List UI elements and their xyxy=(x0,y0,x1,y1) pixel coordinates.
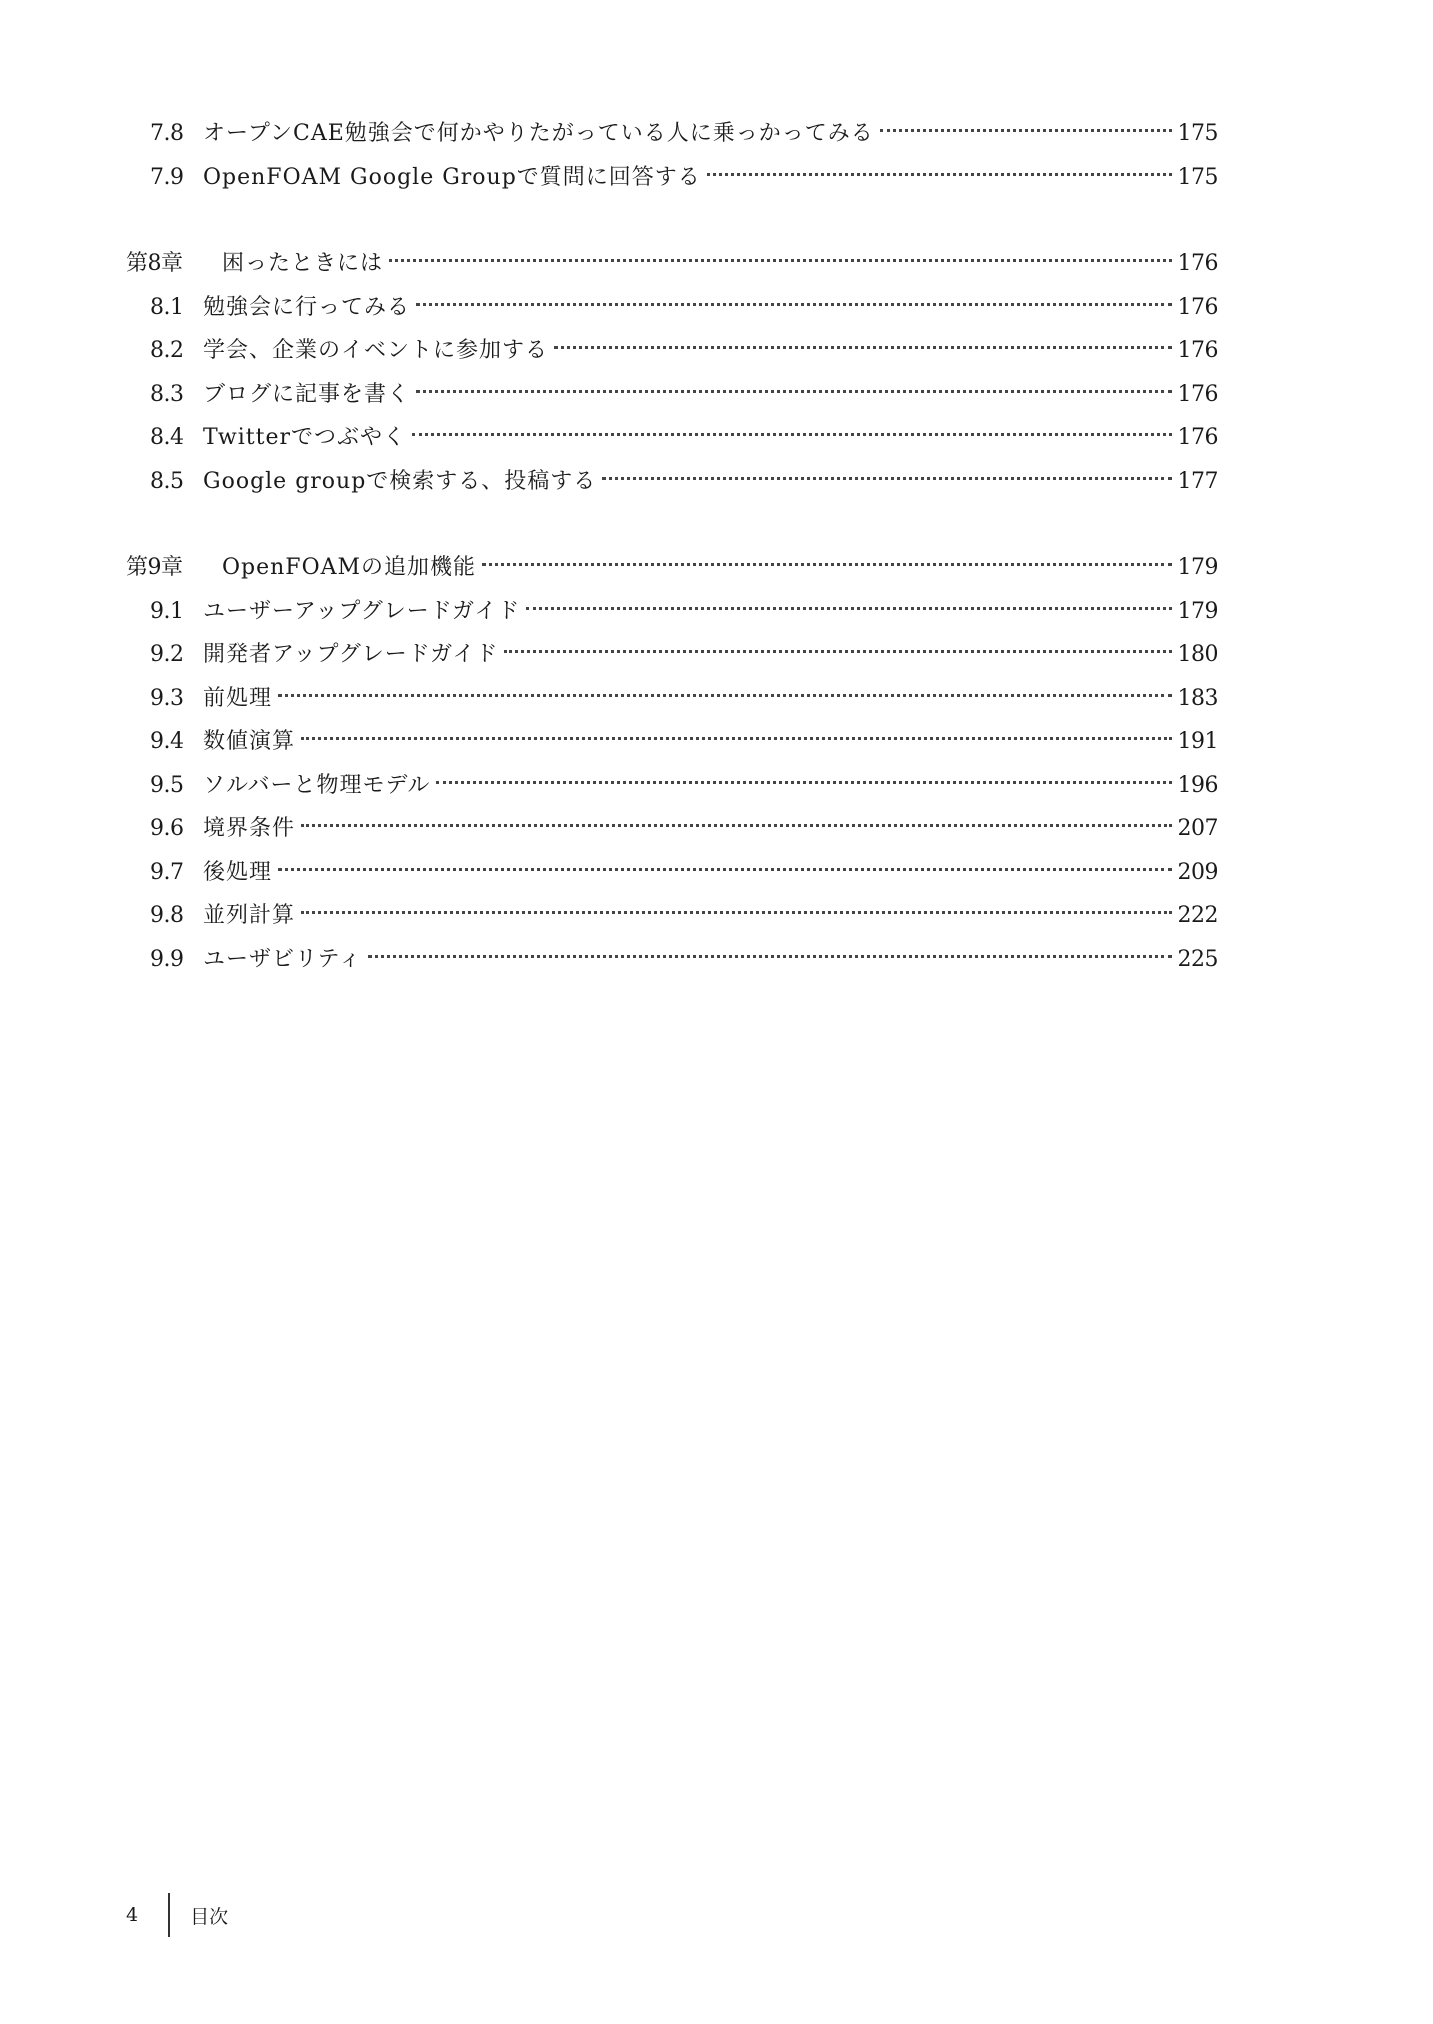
entry-page: 176 xyxy=(1177,294,1218,320)
entry-title: 後処理 xyxy=(203,859,273,885)
toc-entry[interactable] xyxy=(126,720,1218,764)
toc-entry[interactable] xyxy=(126,764,1218,808)
entry-number: 9.6 xyxy=(150,816,184,841)
entry-page: 175 xyxy=(1177,121,1218,146)
entry-title: Twitterでつぶやく xyxy=(203,425,406,450)
entry-page: 175 xyxy=(1177,164,1218,190)
entry-title: 勉強会に行ってみる xyxy=(203,294,411,320)
entry-title: 前処理 xyxy=(203,685,273,711)
entry-page: 176 xyxy=(1177,338,1218,363)
toc-entry[interactable] xyxy=(126,938,1218,982)
toc-entry[interactable] xyxy=(126,329,1218,373)
entry-title: オープンCAE勉強会で何かやりたがっている人に乗っかってみる xyxy=(203,121,874,146)
entry-page: 191 xyxy=(1177,729,1218,754)
entry-page: 196 xyxy=(1177,772,1218,798)
dot-leader xyxy=(554,346,1171,349)
toc-group-chapter-7-cont xyxy=(126,112,1218,199)
dot-leader xyxy=(482,563,1171,566)
entry-page: 225 xyxy=(1177,946,1218,972)
entry-title: 並列計算 xyxy=(203,903,296,928)
entry-number: 7.8 xyxy=(150,121,184,146)
toc-group-chapter-9 xyxy=(126,546,1218,981)
dot-leader xyxy=(368,955,1172,958)
dot-leader xyxy=(278,694,1171,697)
dot-leader xyxy=(416,390,1171,393)
entry-title: 数値演算 xyxy=(203,729,296,754)
entry-number: 9.2 xyxy=(150,642,184,667)
entry-number: 9.5 xyxy=(150,772,184,798)
chapter-number: 第9章 xyxy=(126,555,183,580)
entry-title: ユーザビリティ xyxy=(203,946,362,972)
toc-entry[interactable] xyxy=(126,894,1218,938)
entry-title: 開発者アップグレードガイド xyxy=(203,642,499,667)
entry-title: ブログに記事を書く xyxy=(203,381,411,407)
toc-entry[interactable] xyxy=(126,373,1218,417)
dot-leader xyxy=(389,259,1171,262)
toc-entry[interactable] xyxy=(126,633,1218,677)
chapter-number: 第8章 xyxy=(126,251,183,276)
toc-group-chapter-8 xyxy=(126,242,1218,503)
dot-leader xyxy=(504,650,1171,653)
dot-leader xyxy=(412,433,1172,436)
entry-page: 176 xyxy=(1177,381,1218,407)
entry-number: 9.9 xyxy=(150,946,184,972)
entry-title: 学会、企業のイベントに参加する xyxy=(203,338,549,363)
entry-number: 8.4 xyxy=(150,425,184,450)
dot-leader xyxy=(301,824,1171,827)
entry-number: 9.8 xyxy=(150,903,184,928)
entry-number: 9.7 xyxy=(150,859,184,885)
entry-page: 179 xyxy=(1177,555,1218,580)
dot-leader xyxy=(436,781,1171,784)
dot-leader xyxy=(301,737,1171,740)
entry-title: ソルバーと物理モデル xyxy=(203,772,431,798)
dot-leader xyxy=(707,173,1172,176)
entry-number: 9.3 xyxy=(150,685,184,711)
entry-page: 177 xyxy=(1177,468,1218,494)
entry-page: 222 xyxy=(1177,903,1218,928)
chapter-title: 困ったときには xyxy=(222,251,384,276)
entry-title: Google groupで検索する、投稿する xyxy=(203,468,597,494)
dot-leader xyxy=(416,303,1171,306)
dot-leader xyxy=(301,911,1171,914)
toc-entry[interactable] xyxy=(126,677,1218,721)
entry-page: 176 xyxy=(1177,251,1218,276)
entry-number: 8.2 xyxy=(150,338,184,363)
toc-entry[interactable] xyxy=(126,807,1218,851)
entry-page: 180 xyxy=(1177,642,1218,667)
toc-entry[interactable] xyxy=(126,851,1218,895)
entry-page: 183 xyxy=(1177,685,1218,711)
entry-title: ユーザーアップグレードガイド xyxy=(203,598,521,624)
page-number: 4 xyxy=(126,1904,139,1926)
entry-number: 7.9 xyxy=(150,164,184,190)
entry-number: 9.4 xyxy=(150,729,184,754)
entry-title: OpenFOAM Google Groupで質問に回答する xyxy=(203,164,701,190)
entry-page: 179 xyxy=(1177,598,1218,624)
toc-chapter-entry[interactable] xyxy=(126,242,1218,286)
entry-number: 8.1 xyxy=(150,294,184,320)
toc-entry[interactable] xyxy=(126,286,1218,330)
table-of-contents xyxy=(126,112,1218,981)
toc-entry[interactable] xyxy=(126,112,1218,156)
dot-leader xyxy=(278,868,1171,871)
dot-leader xyxy=(526,607,1171,610)
page-footer xyxy=(126,1893,228,1937)
entry-number: 8.3 xyxy=(150,381,184,407)
entry-page: 176 xyxy=(1177,425,1218,450)
entry-page: 209 xyxy=(1177,859,1218,885)
running-section-label: 目次 xyxy=(190,1905,229,1928)
entry-title: 境界条件 xyxy=(203,816,296,841)
chapter-title: OpenFOAMの追加機能 xyxy=(222,555,477,580)
footer-divider xyxy=(168,1893,170,1937)
toc-entry[interactable] xyxy=(126,156,1218,200)
entry-number: 8.5 xyxy=(150,468,184,494)
toc-entry[interactable] xyxy=(126,590,1218,634)
dot-leader xyxy=(602,477,1171,480)
toc-chapter-entry[interactable] xyxy=(126,546,1218,590)
toc-entry[interactable] xyxy=(126,460,1218,504)
entry-page: 207 xyxy=(1177,816,1218,841)
toc-entry[interactable] xyxy=(126,416,1218,460)
entry-number: 9.1 xyxy=(150,598,184,624)
dot-leader xyxy=(880,129,1172,132)
